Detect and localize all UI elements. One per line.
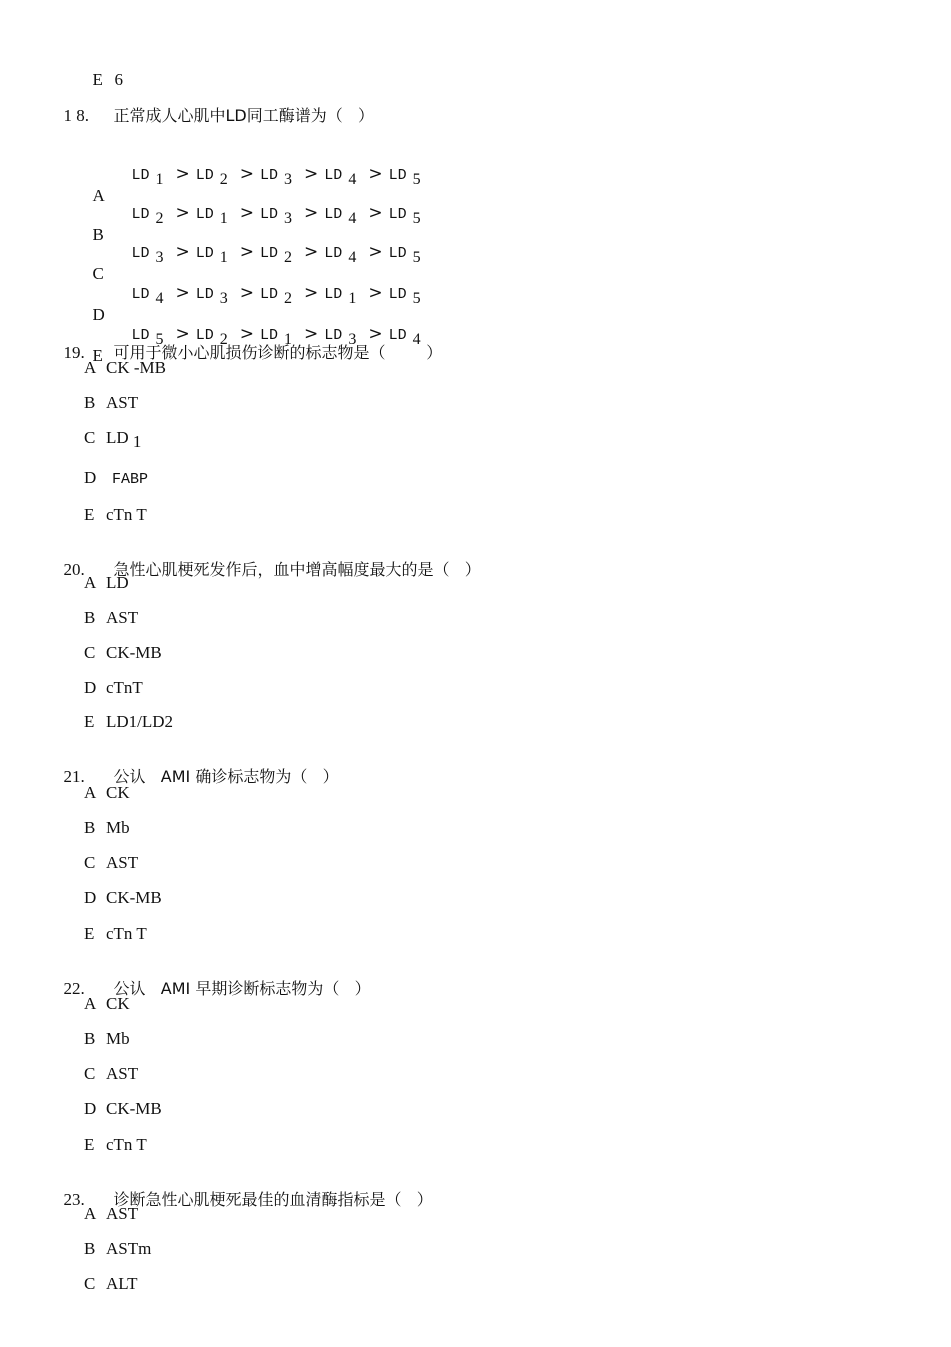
question-stem: 可用于微小心肌损伤诊断的标志物是（ ） <box>113 343 443 362</box>
question-19 <box>55 323 442 363</box>
q20-option-e: E LD1/LD2 <box>84 712 174 731</box>
option-letter: D <box>92 305 105 324</box>
q18-option-b: B LD 2 > LD 1 > LD 3 > LD 4 > LD 5 <box>92 203 421 244</box>
question-stem: 公认 AMI 早期诊断标志物为（ ） <box>113 979 371 998</box>
question-number: 23. <box>63 1190 85 1209</box>
q22-option-c: C AST <box>84 1064 139 1083</box>
option-text: 6 <box>114 70 123 89</box>
q21-option-a: A CK <box>84 783 130 802</box>
q19-option-b: B AST <box>84 393 139 412</box>
ld-label: LD <box>131 167 150 184</box>
q21-option-e: E cTn T <box>84 924 147 943</box>
q21-option-d: D CK-MB <box>84 888 162 907</box>
question-number: 19. <box>63 343 85 362</box>
q21-option-b: B Mb <box>84 818 130 837</box>
question-21 <box>55 747 339 787</box>
question-number: 22. <box>63 979 85 998</box>
q18-option-a: A LD 1 > LD 2 > LD 3 > LD 4 > LD 5 <box>92 164 421 205</box>
q22-option-a: A CK <box>84 994 130 1013</box>
option-e-6 <box>84 50 123 90</box>
question-stem: 急性心肌梗死发作后，血中增高幅度最大的是（ ） <box>113 560 481 579</box>
q22-option-d: D CK-MB <box>84 1099 162 1118</box>
q19-option-a: A CK -MB <box>84 358 166 377</box>
question-stem: 诊断急性心肌梗死最佳的血清酶指标是（ ） <box>113 1190 433 1209</box>
q23-option-a: A AST <box>84 1204 139 1223</box>
question-18 <box>55 86 374 126</box>
question-stem: 公认 AMI 确诊标志物为（ ） <box>113 767 339 786</box>
q19-option-c: C LD 1 <box>84 428 142 451</box>
q19-option-d: D FABP <box>84 468 149 488</box>
q18-option-e: E LD 5 > LD 2 > LD 1 > LD 3 > LD 4 <box>92 324 421 365</box>
q22-option-e: E cTn T <box>84 1135 147 1154</box>
question-number: 1 8. <box>63 106 89 125</box>
q20-option-d: D cTnT <box>84 678 143 697</box>
q23-option-c: C ALT <box>84 1274 138 1293</box>
question-number: 20. <box>63 560 85 579</box>
q23-option-b: B ASTm <box>84 1239 152 1258</box>
q20-option-b: B AST <box>84 608 139 627</box>
q18-option-d: D LD 4 > LD 3 > LD 2 > LD 1 > LD 5 <box>92 283 421 324</box>
q18-option-c: C LD 3 > LD 1 > LD 2 > LD 4 > LD 5 <box>92 242 421 283</box>
option-letter: C <box>92 264 104 283</box>
question-22 <box>55 959 371 999</box>
q19-option-e: E cTn T <box>84 505 147 524</box>
q20-option-c: C CK-MB <box>84 643 162 662</box>
option-letter: E <box>92 346 103 365</box>
option-letter: B <box>92 225 104 244</box>
q21-option-c: C AST <box>84 853 139 872</box>
question-stem: 正常成人心肌中LD同工酶谱为（ ） <box>113 106 374 125</box>
q20-option-a: A LD <box>84 573 129 592</box>
q22-option-b: B Mb <box>84 1029 130 1048</box>
question-number: 21. <box>63 767 85 786</box>
option-letter: A <box>92 186 105 205</box>
option-letter: E <box>92 70 103 89</box>
